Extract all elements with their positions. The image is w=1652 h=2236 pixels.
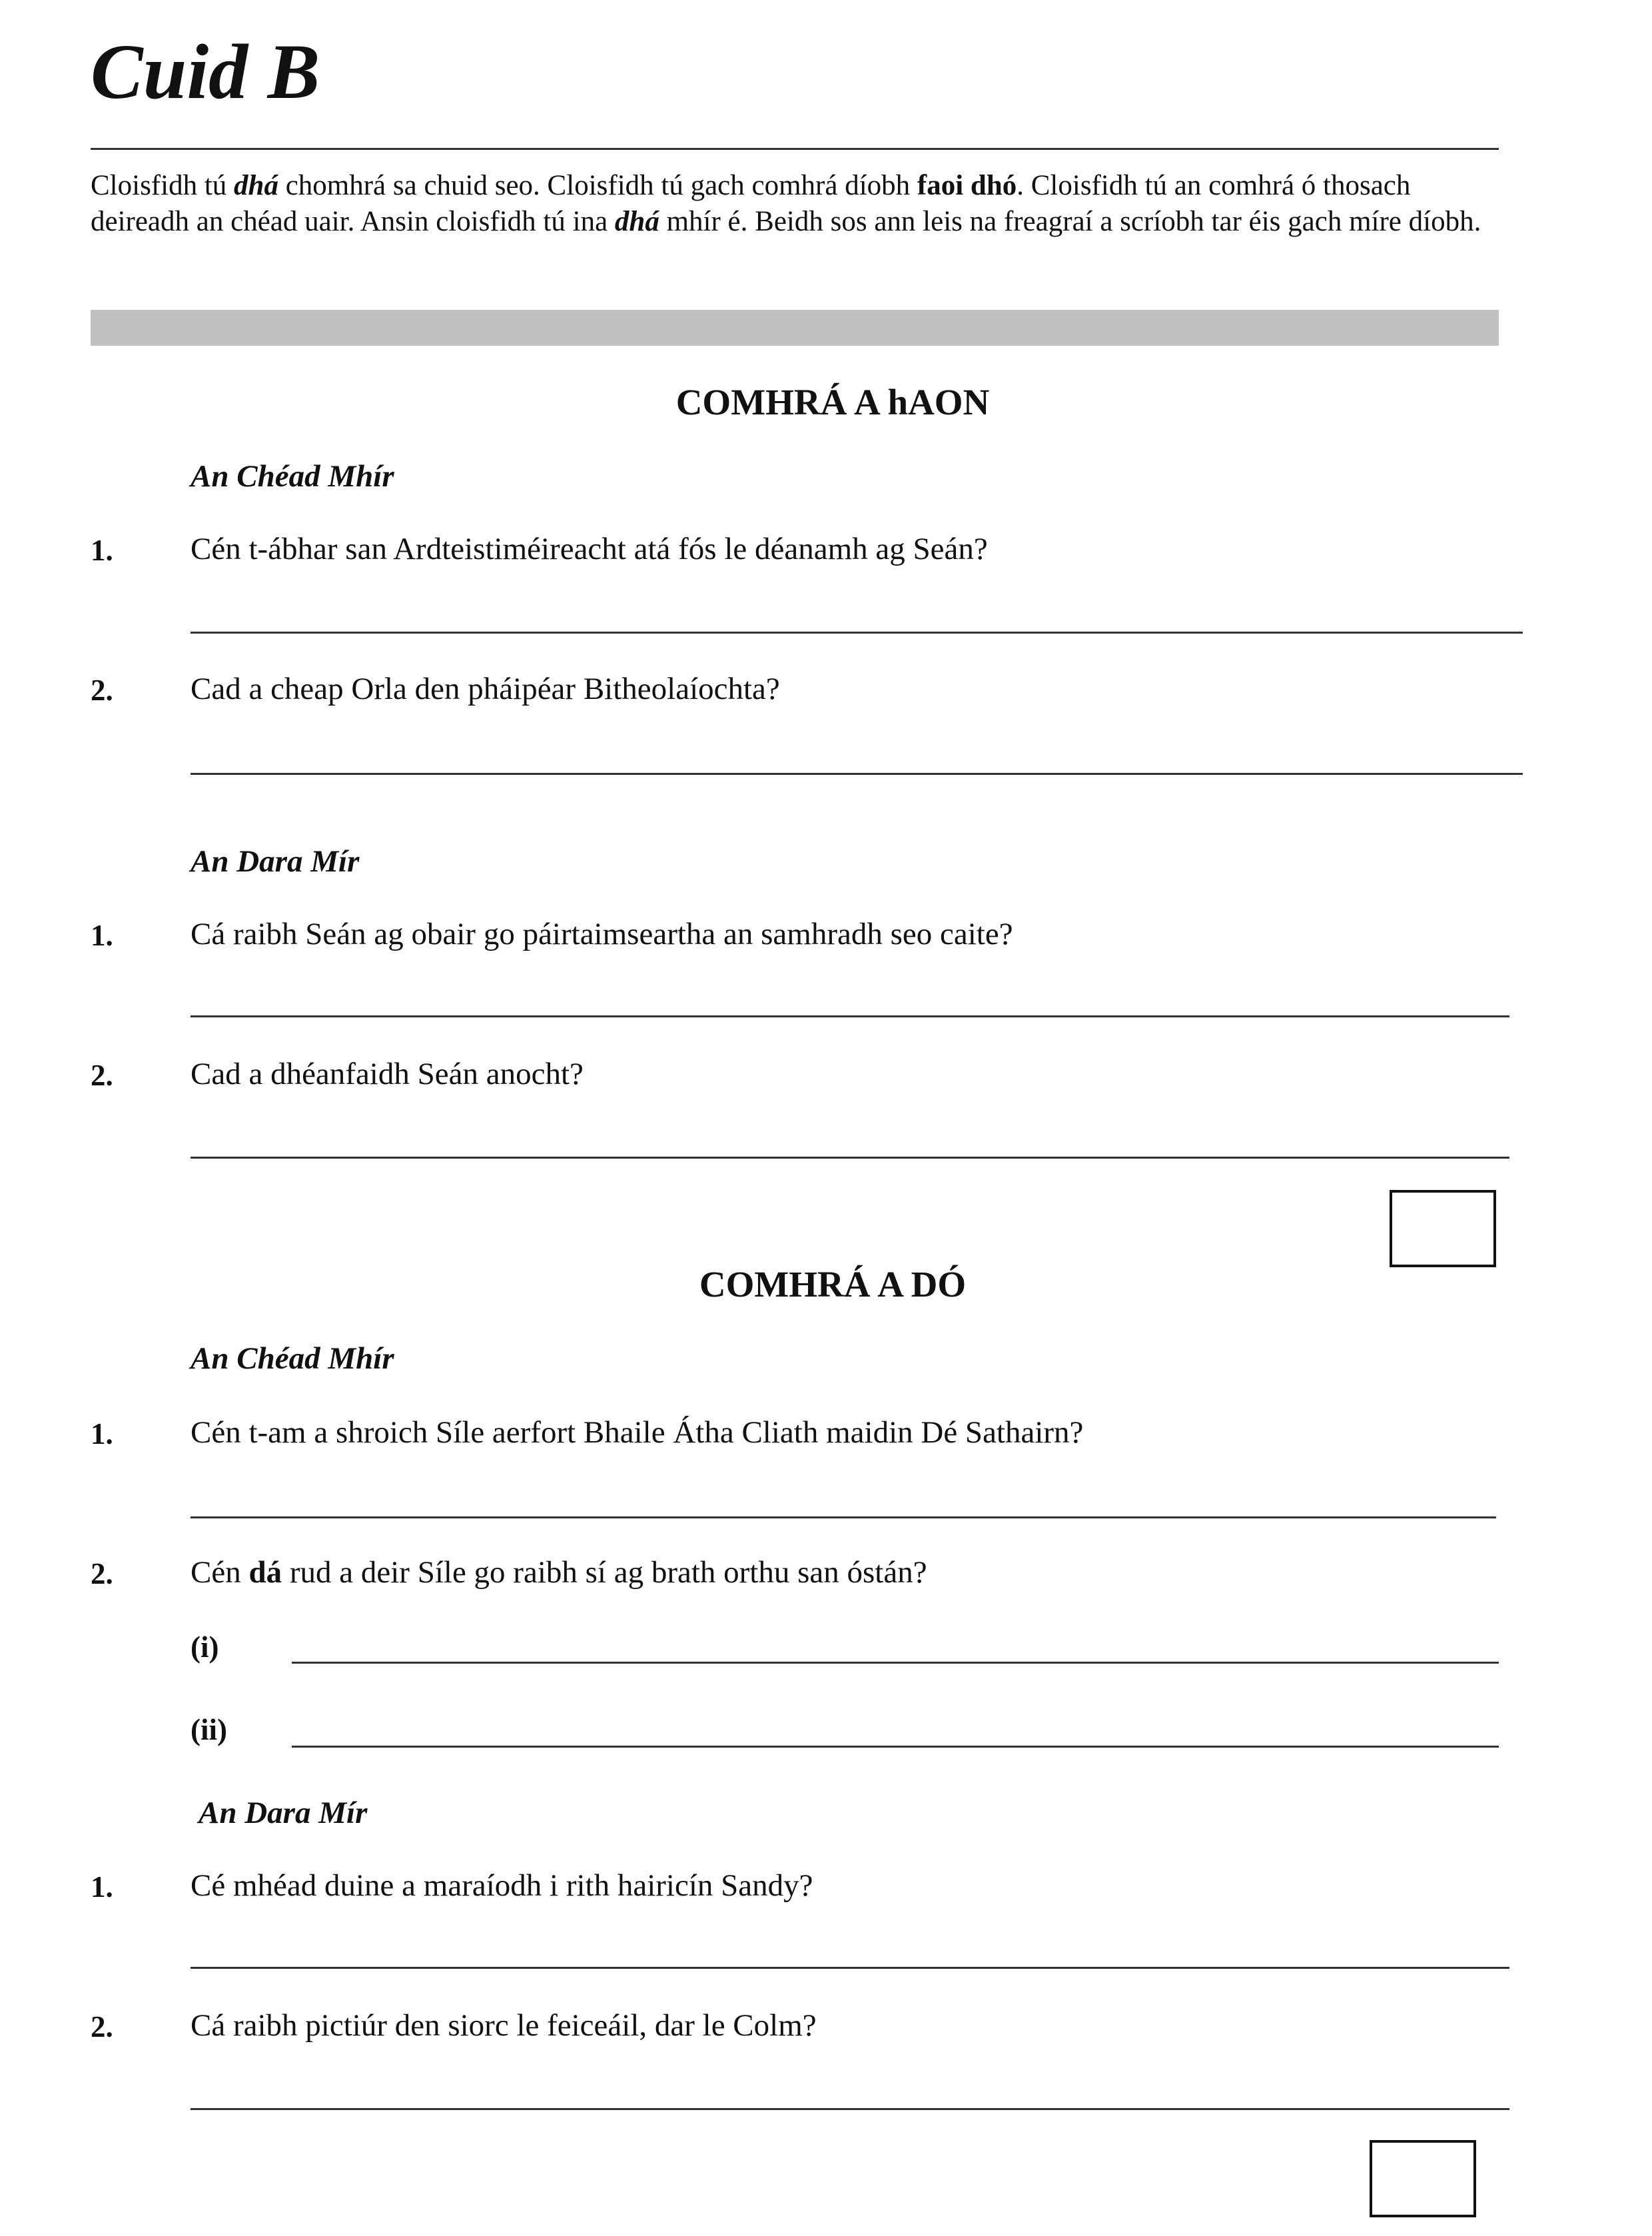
answer-line[interactable] bbox=[191, 1015, 1509, 1017]
instructions-emphasis: faoi dhó bbox=[917, 170, 1017, 201]
conversation2-part1-label: An Chéad Mhír bbox=[191, 1341, 394, 1376]
section-divider-bar bbox=[91, 310, 1499, 346]
instructions-text: chomhrá sa chuid seo. Cloisfidh tú gach comhrá díobh bbox=[278, 170, 917, 201]
question-number: 2. bbox=[91, 1557, 113, 1590]
marks-box[interactable] bbox=[1370, 2140, 1476, 2217]
sub-answer-label-ii: (ii) bbox=[191, 1713, 227, 1746]
conversation1-part1-label: An Chéad Mhír bbox=[191, 459, 394, 494]
question-text bbox=[191, 1554, 927, 1590]
answer-line[interactable] bbox=[292, 1662, 1499, 1664]
answer-line[interactable] bbox=[191, 1516, 1496, 1518]
question-number: 2. bbox=[91, 674, 113, 707]
instructions-emphasis: dhá bbox=[234, 170, 278, 201]
page-title: Cuid B bbox=[91, 28, 320, 115]
sub-answer-label-i: (i) bbox=[191, 1630, 219, 1664]
answer-line[interactable] bbox=[191, 632, 1523, 634]
answer-line[interactable] bbox=[191, 1967, 1509, 1969]
question-text: Cá raibh Seán ag obair go páirtaimseartha an samhradh seo caite? bbox=[191, 917, 1013, 951]
marks-box[interactable] bbox=[1390, 1190, 1496, 1267]
conversation2-heading: COMHRÁ A DÓ bbox=[699, 1264, 967, 1305]
question-text: Cén t-am a shroich Síle aerfort Bhaile Átha Cliath maidin Dé Sathairn? bbox=[191, 1415, 1084, 1450]
conversation1-part2-label: An Dara Mír bbox=[191, 844, 360, 879]
instructions-text: Cloisfidh tú bbox=[91, 170, 234, 201]
header-rule bbox=[91, 148, 1499, 150]
instructions-text: mhír é. Beidh sos ann leis na freagraí a scríobh tar éis gach míre díobh. bbox=[659, 206, 1481, 237]
question-text-part: Cén bbox=[191, 1555, 249, 1590]
answer-line[interactable] bbox=[191, 2108, 1509, 2110]
answer-line[interactable] bbox=[191, 773, 1523, 775]
conversation1-heading: COMHRÁ A hAON bbox=[675, 382, 990, 422]
question-text: Cén t-ábhar san Ardteistiméireacht atá fós le déanamh ag Seán? bbox=[191, 532, 988, 566]
question-number: 2. bbox=[91, 1059, 113, 1092]
answer-line[interactable] bbox=[191, 1157, 1509, 1159]
question-number: 1. bbox=[91, 1870, 113, 1904]
question-emphasis: dá bbox=[248, 1555, 282, 1590]
answer-line[interactable] bbox=[292, 1746, 1499, 1748]
question-number: 2. bbox=[91, 2010, 113, 2043]
question-text: Cad a dhéanfaidh Seán anocht? bbox=[191, 1057, 584, 1091]
question-text: Cé mhéad duine a maraíodh i rith hairicín Sandy? bbox=[191, 1868, 813, 1903]
question-text-part: rud a deir Síle go raibh sí ag brath orthu san óstán? bbox=[282, 1555, 927, 1590]
instructions-emphasis: dhá bbox=[614, 206, 659, 237]
question-text: Cad a cheap Orla den pháipéar Bitheolaíochta? bbox=[191, 672, 780, 706]
question-number: 1. bbox=[91, 534, 113, 567]
instructions-text: . Cloisfidh tú an comhrá ó thosach deireadh an chéad uair. Ansin cloisfidh tú ina bbox=[91, 170, 1411, 237]
question-number: 1. bbox=[91, 919, 113, 952]
instructions bbox=[91, 168, 1509, 240]
question-number: 1. bbox=[91, 1417, 113, 1450]
question-text: Cá raibh pictiúr den siorc le feiceáil, dar le Colm? bbox=[191, 2008, 817, 2043]
conversation2-part2-label: An Dara Mír bbox=[199, 1796, 368, 1830]
